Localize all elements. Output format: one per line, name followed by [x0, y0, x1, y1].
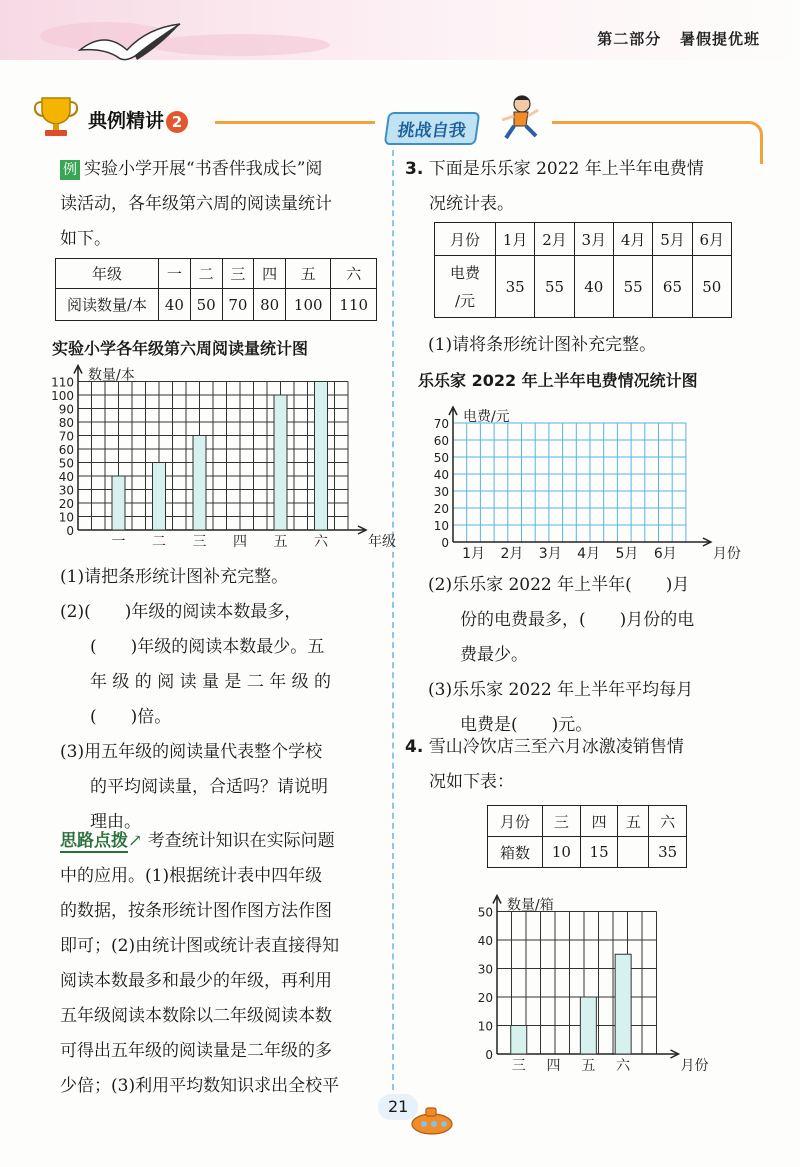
bar — [511, 1026, 527, 1055]
q3-line: 况统计表。 — [429, 194, 514, 214]
table-cell: 40 — [159, 289, 191, 321]
y-tick-label: 90 — [58, 402, 74, 417]
electricity-table — [434, 222, 732, 318]
bar — [580, 997, 596, 1054]
category-label: 6月 — [653, 546, 677, 562]
challenge-banner: 挑战自我 — [384, 112, 481, 145]
category-label: 1月 — [462, 546, 486, 562]
hint-line: 即可；(2)由统计图或统计表直接得知 — [60, 936, 340, 956]
y-tick-label: 60 — [433, 434, 449, 448]
table-header: 年级 — [56, 259, 159, 289]
chart-icecream — [455, 880, 715, 1080]
table-cell: 四 — [580, 806, 618, 837]
table-cell: 70 — [222, 289, 254, 321]
table-cell: 5月 — [653, 223, 692, 256]
y-tick-label: 110 — [51, 375, 74, 390]
row-label-line: 电费 — [449, 263, 480, 282]
y-tick-label: 20 — [433, 502, 449, 516]
table-cell: 一 — [159, 259, 191, 289]
row-label-line: /元 — [454, 291, 476, 310]
q3-line-text: 下面是乐乐家 2022 年上半年电费情 — [428, 159, 704, 179]
table-cell: 3月 — [574, 223, 613, 256]
category-label: 5月 — [615, 546, 639, 562]
y-tick-label: 20 — [58, 497, 74, 511]
example-line: 读活动，各年级第六周的阅读量统计 — [60, 194, 332, 214]
bar — [153, 463, 166, 531]
table-cell: 35 — [496, 256, 535, 318]
header-title — [597, 28, 760, 49]
y-tick-label: 40 — [477, 934, 493, 948]
y-tick-label: 70 — [58, 429, 74, 444]
q4-line-text: 雪山冷饮店三至六月冰激凌销售情 — [428, 737, 684, 757]
hint-line: 五年级阅读本数除以二年级阅读本数 — [60, 1006, 332, 1026]
y-axis-label: 电费/元 — [463, 409, 510, 425]
q3-line — [405, 152, 755, 187]
y-tick-label: 30 — [58, 483, 74, 498]
q3-text — [405, 152, 755, 222]
table-cell: 35 — [649, 837, 687, 868]
y-axis-label: 数量/箱 — [507, 897, 554, 914]
example-text — [60, 152, 380, 257]
table-header — [435, 256, 496, 318]
category-label: 五 — [581, 1058, 596, 1074]
question-line: 年 级 的 阅 读 量 是 二 年 级 的 — [90, 672, 332, 692]
runner-icon — [492, 94, 544, 148]
table-cell: 55 — [613, 256, 652, 318]
table-row — [435, 223, 732, 256]
q4-text — [405, 730, 755, 800]
q4-number: 4. — [405, 737, 424, 757]
table-cell: 50 — [692, 256, 731, 318]
table-cell: 三 — [543, 806, 581, 837]
chart-electricity — [405, 395, 760, 565]
hint-line: 的数据，按条形统计图作图方法作图 — [60, 901, 332, 921]
example-line-text: 实验小学开展“书香伴我成长”阅 — [84, 159, 323, 179]
table-cell: 110 — [331, 289, 377, 321]
hint-tag: 思路点拨 — [60, 831, 128, 851]
table-cell: 65 — [653, 256, 692, 318]
example-tag: 例 — [60, 160, 80, 180]
question-line: 费最少。 — [460, 645, 528, 665]
category-label: 五 — [273, 534, 288, 550]
y-tick-label: 50 — [477, 905, 493, 920]
chart1-title: 实验小学各年级第六周阅读量统计图 — [52, 339, 309, 358]
y-tick-label: 50 — [58, 456, 74, 471]
chart2-title: 乐乐家 2022 年上半年电费情况统计图 — [418, 371, 698, 390]
question-line: ( )年级的阅读本数最少。五 — [90, 637, 325, 657]
table-row — [488, 806, 687, 837]
seagull-icon — [75, 20, 185, 74]
q4-line — [405, 730, 755, 765]
category-label: 4月 — [577, 546, 601, 562]
table-cell — [618, 837, 649, 868]
category-label: 二 — [152, 534, 166, 550]
table-cell: 三 — [222, 259, 254, 289]
category-label: 一 — [111, 534, 126, 550]
category-label: 四 — [546, 1058, 561, 1074]
table-cell: 2月 — [535, 223, 574, 256]
trophy-icon — [32, 94, 80, 142]
category-label: 六 — [314, 534, 328, 550]
table-row — [56, 259, 377, 289]
question-line: (2)乐乐家 2022 年上半年( )月 — [428, 575, 690, 595]
table-header: 箱数 — [488, 837, 543, 868]
header-part: 第二部分 — [597, 30, 662, 48]
y-tick-label: 0 — [66, 524, 74, 538]
question-line: (1)请把条形统计图补充完整。 — [60, 567, 289, 587]
icecream-table — [487, 805, 687, 868]
question-line: 理由。 — [90, 812, 141, 832]
q3-subquestions — [428, 568, 758, 743]
table-cell: 六 — [649, 806, 687, 837]
table-row — [435, 256, 732, 318]
table-cell: 4月 — [613, 223, 652, 256]
bar — [315, 382, 328, 531]
y-tick-label: 30 — [433, 485, 449, 499]
category-label: 2月 — [500, 546, 524, 562]
example-line — [60, 152, 380, 187]
y-tick-label: 40 — [433, 468, 449, 482]
question-line: ( )倍。 — [90, 707, 172, 727]
table-cell: 55 — [535, 256, 574, 318]
column-divider — [392, 150, 394, 1090]
bar — [274, 395, 287, 530]
reading-table — [55, 258, 377, 321]
question-line: 份的电费最多，( )月份的电 — [460, 610, 695, 630]
table-cell: 五 — [286, 259, 331, 289]
hint-line: 思路点拨↗ 考查统计知识在实际问题 — [60, 831, 335, 851]
table-cell: 五 — [618, 806, 649, 837]
section-divider — [215, 121, 375, 124]
y-tick-label: 10 — [433, 519, 449, 533]
header-class: 暑假提优班 — [679, 30, 760, 48]
category-label: 四 — [233, 534, 247, 550]
table-header: 阅读数量/本 — [56, 289, 159, 321]
table-cell: 40 — [574, 256, 613, 318]
table-cell: 6月 — [692, 223, 731, 256]
hint-text: 考查统计知识在实际问题 — [147, 831, 335, 851]
y-tick-label: 70 — [433, 417, 449, 431]
y-tick-label: 40 — [58, 470, 74, 484]
hint-line: 少倍；(3)利用平均数知识求出全校平 — [60, 1076, 340, 1096]
table-header: 月份 — [435, 223, 496, 256]
y-tick-label: 20 — [477, 991, 493, 1005]
hint-line: 阅读本数最多和最少的年级，再利用 — [60, 971, 332, 991]
question-line: 的平均阅读量，合适吗？请说明 — [90, 777, 328, 797]
y-tick-label: 0 — [441, 536, 449, 550]
table-cell: 六 — [331, 259, 377, 289]
hint-block — [60, 824, 380, 1104]
table-header: 月份 — [488, 806, 543, 837]
category-label: 六 — [616, 1058, 631, 1074]
table-row — [56, 289, 377, 321]
x-axis-label: 月份 — [712, 546, 741, 562]
table-cell: 15 — [580, 837, 618, 868]
y-tick-label: 0 — [485, 1048, 493, 1062]
y-tick-label: 30 — [477, 962, 493, 977]
y-tick-label: 80 — [58, 416, 74, 430]
section-divider — [552, 121, 742, 124]
submarine-icon — [408, 1102, 456, 1140]
y-tick-label: 10 — [58, 510, 74, 525]
section-badge-label: 典例精讲 — [88, 110, 165, 132]
table-cell: 80 — [254, 289, 286, 321]
category-label: 三 — [511, 1058, 526, 1074]
page-number: 21 — [388, 1097, 409, 1116]
table-cell: 1月 — [496, 223, 535, 256]
y-tick-label: 10 — [477, 1019, 493, 1034]
bar — [112, 476, 125, 530]
category-label: 3月 — [538, 546, 562, 562]
table-cell: 四 — [254, 259, 286, 289]
q4-line: 况如下表： — [429, 772, 514, 792]
question-line: (3)乐乐家 2022 年上半年平均每月 — [428, 680, 694, 700]
table-cell: 100 — [286, 289, 331, 321]
y-tick-label: 50 — [433, 451, 449, 465]
section-badge-number: 2 — [166, 111, 188, 133]
y-tick-label: 100 — [51, 389, 74, 403]
y-axis-label: 数量/本 — [88, 367, 135, 384]
chart-reading — [40, 360, 396, 555]
question-line: (3)用五年级的阅读量代表整个学校 — [60, 742, 323, 762]
x-axis-label: 年级 — [368, 534, 396, 550]
question-line: (2)( )年级的阅读本数最多， — [60, 602, 302, 622]
table-cell: 10 — [543, 837, 581, 868]
hint-line: 中的应用。(1)根据统计表中四年级 — [60, 866, 323, 886]
y-tick-label: 60 — [58, 443, 74, 457]
category-label: 三 — [192, 534, 207, 550]
q3-sub1: (1)请将条形统计图补充完整。 — [428, 335, 657, 355]
hint-line: 可得出五年级的阅读量是二年级的多 — [60, 1041, 332, 1061]
example-line: 如下。 — [60, 229, 111, 249]
q3-number: 3. — [405, 159, 424, 179]
example-questions — [60, 560, 380, 840]
bar — [193, 436, 206, 531]
table-row — [488, 837, 687, 868]
table-cell: 50 — [190, 289, 222, 321]
question-line: 电费是( )元。 — [460, 715, 593, 735]
bar — [615, 954, 631, 1054]
table-cell: 二 — [190, 259, 222, 289]
section-badge — [88, 106, 188, 133]
x-axis-label: 月份 — [680, 1058, 709, 1074]
